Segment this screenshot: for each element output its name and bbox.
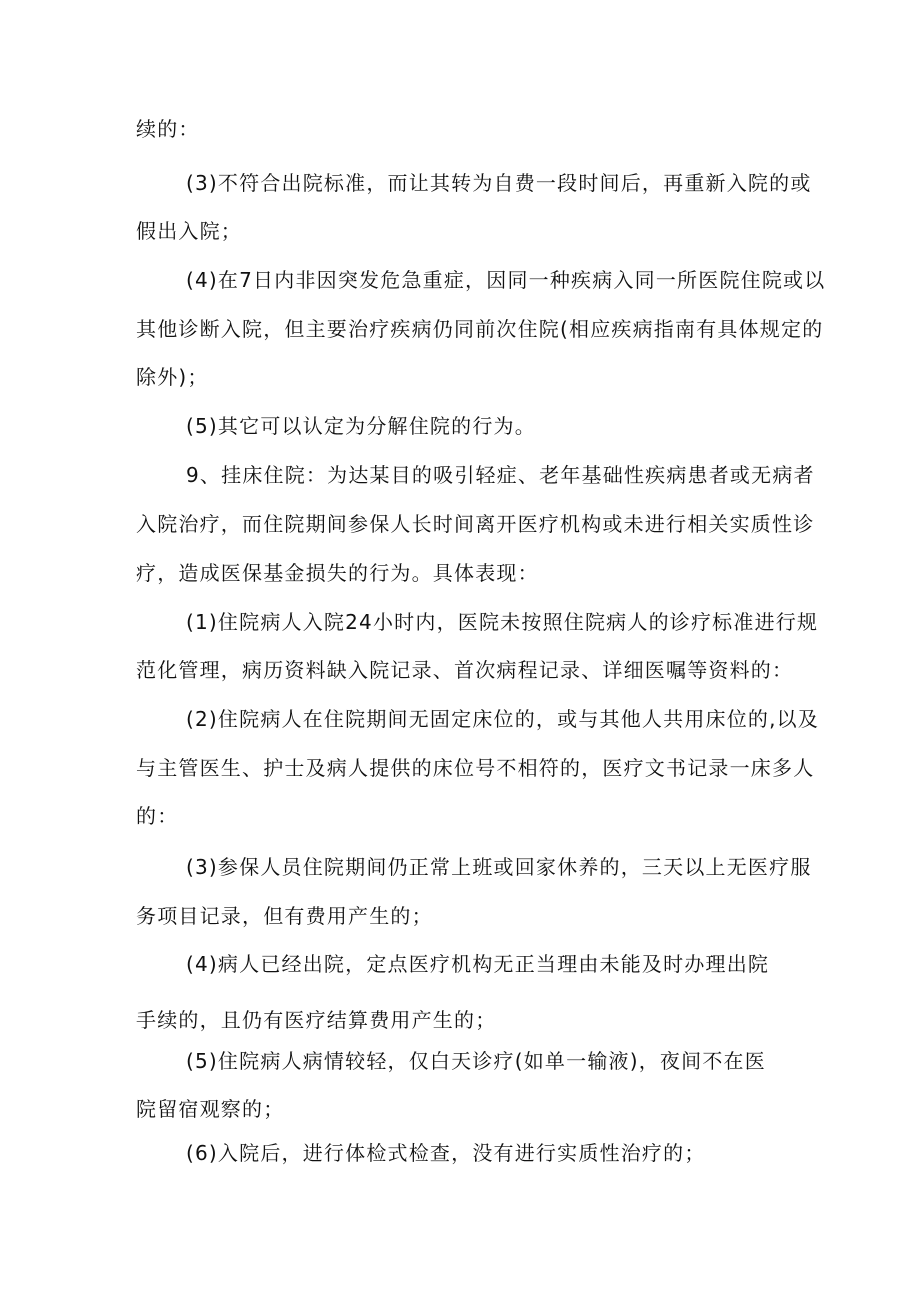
text-line: 其他诊断入院，但主要治疗疾病仍同前次住院(相应疾病指南有具体规定的	[136, 317, 824, 341]
text-line: 院留宿观察的；	[136, 1097, 285, 1121]
text-line: 的：	[136, 804, 179, 828]
text-line: 入院治疗，而住院期间参保人长时间离开医疗机构或未进行相关实质性诊	[136, 512, 815, 536]
text-line: (3)不符合出院标准，而让其转为自费一段时间后，再重新入院的或	[186, 171, 812, 195]
text-line: (4)病人已经出院，定点医疗机构无正当理由未能及时办理出院	[186, 952, 770, 976]
text-line: 假出入院；	[136, 219, 242, 243]
text-line: (1)住院病人入院24小时内，医院未按照住院病人的诊疗标准进行规	[186, 610, 819, 634]
text-line: 范化管理，病历资料缺入院记录、首次病程记录、详细医嘱等资料的：	[136, 658, 794, 682]
text-line: (6)入院后，进行体检式检查，没有进行实质性治疗的；	[186, 1141, 706, 1165]
text-line: 与主管医生、护士及病人提供的床位号不相符的，医疗文书记录一床多人	[136, 756, 815, 780]
text-line: 9、挂床住院：为达某目的吸引轻症、老年基础性疾病患者或无病者	[186, 463, 815, 487]
text-line: 手续的，且仍有医疗结算费用产生的；	[136, 1008, 497, 1032]
text-line: 除外)；	[136, 365, 209, 389]
text-line: (5)其它可以认定为分解住院的行为。	[186, 414, 536, 438]
text-line: (3)参保人员住院期间仍正常上班或回家休养的，三天以上无医疗服	[186, 855, 812, 879]
text-line: 疗，造成医保基金损失的行为。具体表现：	[136, 561, 539, 585]
text-line: (2)住院病人在住院期间无固定床位的，或与其他人共用床位的,以及	[186, 707, 820, 731]
text-line: 务项目记录，但有费用产生的；	[136, 904, 433, 928]
text-line: (4)在7日内非因突发危急重症，因同一种疾病入同一所医院住院或以	[186, 268, 826, 292]
text-line: (5)住院病人病情较轻，仅白天诊疗(如单一输液)，夜间不在医	[186, 1049, 766, 1073]
text-line: 续的：	[136, 117, 200, 141]
